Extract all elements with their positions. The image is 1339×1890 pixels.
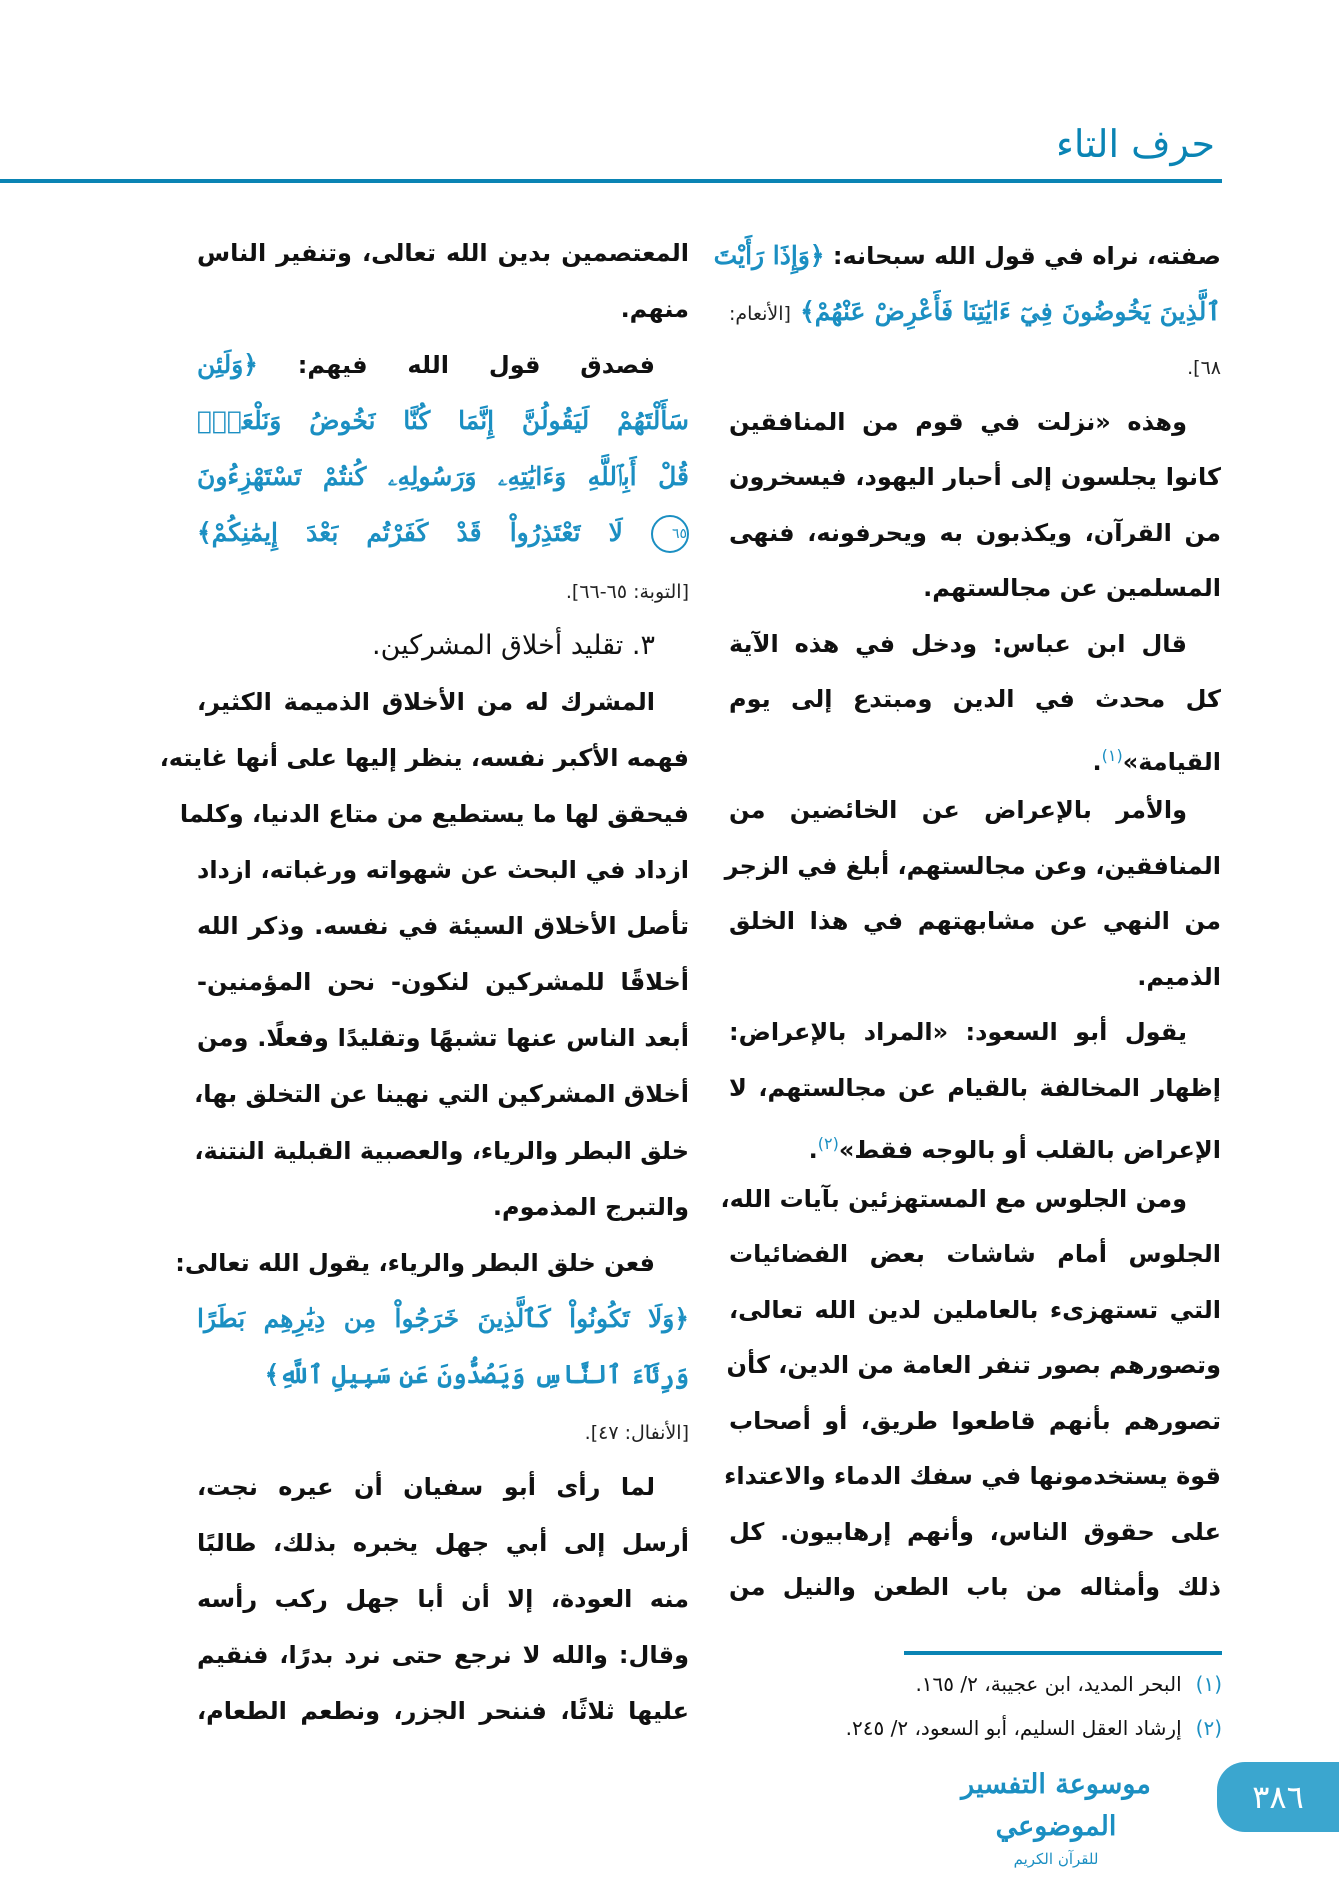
body-text: القيامة» xyxy=(1122,747,1221,776)
text-line xyxy=(197,1515,689,1571)
body-text: وهذه «نزلت في قوم من المنافقين xyxy=(729,407,1187,436)
body-text: وقال: والله لا نرجع حتى نرد بدرًا، فنقيم xyxy=(197,1641,689,1670)
text-line xyxy=(179,786,689,842)
body-text: . xyxy=(1092,747,1102,776)
text-line xyxy=(197,1627,689,1683)
text-line xyxy=(724,839,1221,895)
footnote-text: البحر المديد، ابن عجيبة، ٢/ ١٦٥. xyxy=(915,1672,1182,1696)
body-text: فهمه الأكبر نفسه، ينظر إليها على أنها غايته، xyxy=(159,743,689,772)
text-line xyxy=(197,898,689,954)
body-text: منهم. xyxy=(620,295,689,324)
text-line xyxy=(197,674,689,730)
body-text: عليها ثلاثًا، فننحر الجزر، ونطعم الطعام، xyxy=(197,1697,689,1726)
body-text: ومن الجلوس مع المستهزئين بآيات الله، xyxy=(720,1184,1187,1213)
body-text: التي تستهزىء بالعاملين لدين الله تعالى، xyxy=(729,1295,1221,1324)
text-line xyxy=(729,728,1221,784)
text-line xyxy=(197,1179,689,1235)
verse-reference: [الأنفال: ٤٧]. xyxy=(584,1421,689,1444)
text-line xyxy=(729,395,1221,451)
text-line xyxy=(197,1403,689,1459)
body-text: من القرآن، ويكذبون به ويحرفونه، فنهى xyxy=(729,518,1221,547)
quran-verse: ﴿وَإِذَا رَأَيْتَ xyxy=(713,241,825,270)
text-line xyxy=(197,1683,689,1739)
body-text: وتصورهم بصور تنفر العامة من الدين، كأن xyxy=(726,1351,1221,1379)
text-line xyxy=(729,894,1221,950)
text-line xyxy=(720,1172,1221,1228)
text-line xyxy=(729,284,1221,340)
quran-verse: ٱلَّذِينَ يَخُوضُونَ فِيٓ ءَايَٰتِنَا فَأَعْرِضْ عَنْهُمْ﴾ xyxy=(790,296,1221,326)
text-line xyxy=(194,1066,689,1122)
text-line xyxy=(713,228,1221,284)
text-line xyxy=(729,1394,1221,1450)
logo-title: موسوعة التفسير الموضوعي xyxy=(961,1769,1151,1842)
text-line xyxy=(159,730,689,786)
text-line xyxy=(197,393,689,449)
body-text: الجلوس أمام شاشات بعض الفضائيات xyxy=(729,1240,1221,1268)
text-line xyxy=(197,225,689,281)
quran-verse: ﴿وَلَئِن xyxy=(197,350,258,380)
text-line xyxy=(197,1459,689,1515)
footnote-number: (٢) xyxy=(1195,1716,1222,1740)
body-text: أبعد الناس عنها تشبهًا وتقليدًا وفعلًا. ومن xyxy=(197,1024,689,1053)
body-text: فيحقق لها ما يستطيع من متاع الدنيا، وكلما xyxy=(179,799,689,828)
footnote-divider xyxy=(904,1651,1222,1655)
text-line xyxy=(197,505,689,561)
text-line xyxy=(197,1291,689,1347)
text-line xyxy=(197,562,689,618)
body-text: الإعراض بالقلب أو بالوجه فقط» xyxy=(838,1136,1221,1164)
text-line xyxy=(729,672,1221,728)
footnote-text: إرشاد العقل السليم، أبو السعود، ٢/ ٢٤٥. xyxy=(845,1716,1182,1740)
body-text: ذلك وأمثاله من باب الطعن والنيل من xyxy=(729,1573,1221,1601)
quran-verse: وَرِئَآءَ ٱلنَّاسِ وَيَصُدُّونَ عَن سَبِيلِ ٱللَّهِ﴾ xyxy=(264,1359,689,1389)
body-text: خلق البطر والرياء، والعصبية القبلية النتنة، xyxy=(194,1136,689,1165)
text-line xyxy=(729,339,1221,395)
verse-reference: [التوبة: ٦٥-٦٦]. xyxy=(565,580,689,603)
body-text: الذميم. xyxy=(1137,962,1221,991)
footnotes xyxy=(700,1662,1222,1750)
verse-reference: [الأنعام: xyxy=(729,302,791,325)
body-text: أرسل إلى أبي جهل يخبره بذلك، طالبًا xyxy=(197,1529,689,1558)
body-text: والأمر بالإعراض عن الخائضين من xyxy=(729,796,1187,824)
body-text: كانوا يجلسون إلى أحبار اليهود، فيسخرون xyxy=(729,463,1221,491)
footnote-marker[interactable]: (١) xyxy=(1101,745,1123,765)
body-text: قال ابن عباس: ودخل في هذه الآية xyxy=(729,629,1187,658)
body-text: . xyxy=(808,1136,818,1164)
header-divider xyxy=(0,179,1222,183)
body-text: المسلمين عن مجالستهم. xyxy=(923,574,1221,602)
text-line xyxy=(729,1227,1221,1283)
quran-verse: لَا تَعْتَذِرُواْ قَدْ كَفَرْتُم بَعْدَ إِيمَٰنِكُمْ﴾ xyxy=(197,518,651,548)
text-line xyxy=(175,1235,689,1291)
text-line xyxy=(729,1283,1221,1339)
text-line xyxy=(729,950,1221,1006)
footnote-number: (١) xyxy=(1195,1672,1222,1696)
text-line xyxy=(726,1338,1221,1394)
quran-verse: ﴿وَلَا تَكُونُواْ كَٱلَّذِينَ خَرَجُواْ مِن دِيَٰرِهِم بَطَرًا xyxy=(197,1303,689,1333)
text-line xyxy=(729,617,1221,673)
text-line xyxy=(729,783,1221,839)
body-text: لما رأى أبو سفيان أن عيره نجت، xyxy=(197,1473,655,1502)
body-text: والتبرج المذموم. xyxy=(492,1192,689,1221)
text-line xyxy=(197,449,689,505)
left-column xyxy=(159,225,689,1740)
text-line xyxy=(729,561,1221,617)
section-heading: ٣. تقليد أخلاق المشركين. xyxy=(372,629,655,661)
body-text: قوة يستخدمونها في سفك الدماء والاعتداء xyxy=(724,1462,1221,1490)
body-text: ازداد في البحث عن شهواته ورغباته، ازداد xyxy=(197,856,689,885)
text-line xyxy=(729,1560,1221,1616)
body-text: فعن خلق البطر والرياء، يقول الله تعالى: xyxy=(175,1248,655,1277)
right-column xyxy=(713,228,1221,1616)
quran-verse: قُلْ أَبِٱللَّهِ وَءَايَٰتِهِۦ وَرَسُولِهِۦ كُنتُمْ تَسْتَهْزِءُونَ xyxy=(197,462,689,492)
body-text: أخلاقًا للمشركين لنكون- نحن المؤمنين- xyxy=(197,968,689,997)
body-text: المعتصمين بدين الله تعالى، وتنفير الناس xyxy=(197,239,689,267)
quran-verse: سَأَلْتَهُمْ لَيَقُولُنَّ إِنَّمَا كُنَّا نَخُوضُ وَنَلْعَبُۚ xyxy=(197,406,689,436)
body-text: فصدق قول الله فيهم: xyxy=(257,351,655,380)
text-line xyxy=(729,506,1221,562)
body-text: تأصل الأخلاق السيئة في نفسه. وذكر الله xyxy=(197,912,689,941)
text-line xyxy=(729,450,1221,506)
body-text: يقول أبو السعود: «المراد بالإعراض: xyxy=(729,1018,1187,1046)
text-line xyxy=(197,1571,689,1627)
body-text: على حقوق الناس، وأنهم إرهابيون. كل xyxy=(729,1517,1221,1546)
body-text: تصورهم بأنهم قاطعوا طريق، أو أصحاب xyxy=(729,1406,1221,1435)
body-text: منه العودة، إلا أن أبا جهل ركب رأسه xyxy=(197,1585,689,1614)
text-line xyxy=(197,954,689,1010)
text-line xyxy=(729,1505,1221,1561)
text-line xyxy=(729,1116,1221,1172)
text-line xyxy=(724,1449,1221,1505)
text-line xyxy=(197,337,689,393)
body-text: أخلاق المشركين التي نهينا عن التخلق بها، xyxy=(194,1080,689,1109)
text-line xyxy=(197,281,689,337)
ayah-number-marker: ٦٥ xyxy=(651,515,689,553)
body-text: من النهي عن مشابهتهم في هذا الخلق xyxy=(729,907,1221,935)
encyclopedia-logo xyxy=(930,1764,1182,1868)
chapter-title: حرف التاء xyxy=(1056,122,1215,166)
body-text: المشرك له من الأخلاق الذميمة الكثير، xyxy=(197,687,655,716)
footnote-2 xyxy=(700,1706,1222,1750)
body-text: المنافقين، وعن مجالستهم، أبلغ في الزجر xyxy=(724,851,1221,880)
footnote-1 xyxy=(700,1662,1222,1706)
verse-reference: ٦٨]. xyxy=(1187,357,1221,379)
text-line xyxy=(197,842,689,898)
text-line xyxy=(729,1061,1221,1117)
body-text: صفته، نراه في قول الله سبحانه: xyxy=(824,242,1221,270)
body-text: كل محدث في الدين ومبتدع إلى يوم xyxy=(729,685,1221,713)
page-number-tab: ٣٨٦ xyxy=(1217,1762,1339,1832)
footnote-marker[interactable]: (٢) xyxy=(817,1134,839,1153)
text-line xyxy=(197,1347,689,1403)
text-line xyxy=(729,1005,1221,1061)
logo-subtitle: للقرآن الكريم xyxy=(1013,1850,1099,1868)
text-line xyxy=(197,618,689,674)
text-line xyxy=(197,1010,689,1066)
body-text: إظهار المخالفة بالقيام عن مجالستهم، لا xyxy=(729,1073,1221,1102)
text-line xyxy=(194,1123,689,1179)
